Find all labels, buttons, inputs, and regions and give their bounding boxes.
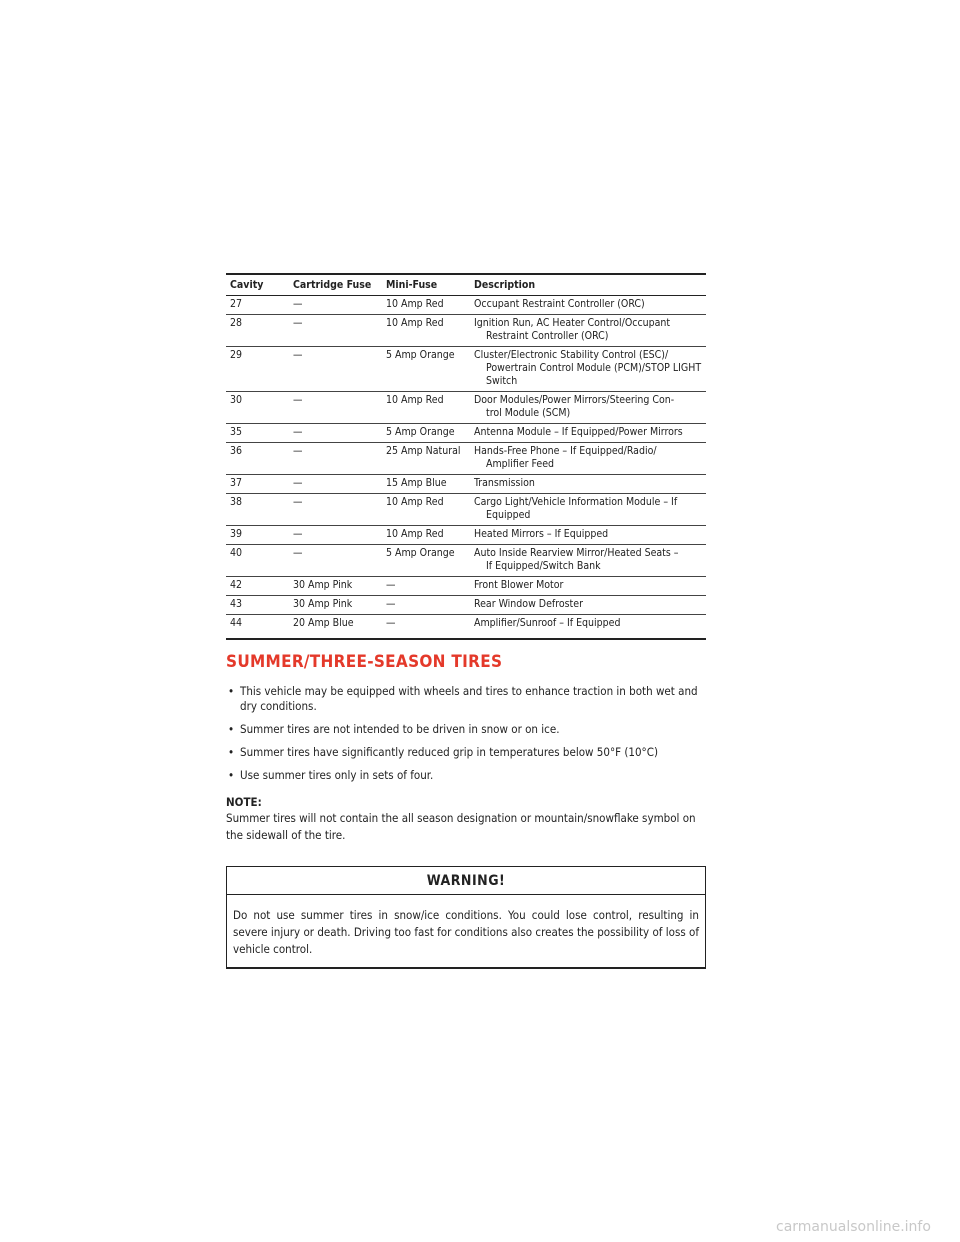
bullet-text: Summer tires have significantly reduced grip in temperatures below 50°F (10°C) (240, 745, 658, 759)
bullet-text: Use summer tires only in sets of four. (240, 768, 434, 782)
table-row (226, 392, 706, 424)
mini-fuse-cell: — (382, 577, 470, 596)
table-row (226, 315, 706, 347)
description-cell (470, 475, 706, 494)
cavity-cell: 29 (226, 347, 289, 392)
cartridge-fuse-cell: — (289, 443, 382, 475)
description-line-2: Powertrain Control Module (PCM)/STOP LIGHT Switch (486, 362, 702, 387)
description-line-2: Amplifier Feed (486, 458, 555, 470)
bullet-icon: • (228, 684, 235, 698)
header-cartridge-fuse: Cartridge Fuse (289, 274, 382, 296)
cartridge-fuse-cell: 30 Amp Pink (289, 577, 382, 596)
cartridge-fuse-cell: — (289, 424, 382, 443)
table-row (226, 347, 706, 392)
description-cell (470, 494, 706, 526)
cavity-cell: 30 (226, 392, 289, 424)
table-row (226, 545, 706, 577)
description-cell (470, 424, 706, 443)
bullet-list (226, 684, 706, 783)
table-row (226, 424, 706, 443)
mini-fuse-cell: 5 Amp Orange (382, 424, 470, 443)
mini-fuse-cell: 10 Amp Red (382, 296, 470, 315)
section-title: SUMMER/THREE-SEASON TIRES (226, 652, 503, 672)
mini-fuse-cell: — (382, 615, 470, 640)
table-row (226, 296, 706, 315)
bullet-text: This vehicle may be equipped with wheels and tires to enhance traction in both wet and dry conditions. (240, 684, 698, 713)
cartridge-fuse-cell: — (289, 494, 382, 526)
description-line-1: Rear Window Defroster (474, 598, 583, 610)
bullet-text: Summer tires are not intended to be driven in snow or on ice. (240, 722, 560, 736)
bullet-icon: • (228, 768, 235, 782)
cavity-cell: 42 (226, 577, 289, 596)
cavity-cell: 27 (226, 296, 289, 315)
cavity-cell: 37 (226, 475, 289, 494)
mini-fuse-cell: 15 Amp Blue (382, 475, 470, 494)
mini-fuse-cell: 10 Amp Red (382, 526, 470, 545)
description-line-1: Antenna Module – If Equipped/Power Mirrors (474, 426, 683, 438)
description-line-1: Hands-Free Phone – If Equipped/Radio/ (474, 445, 657, 457)
mini-fuse-cell: 10 Amp Red (382, 315, 470, 347)
table-row (226, 596, 706, 615)
cavity-cell: 40 (226, 545, 289, 577)
note-text: Summer tires will not contain the all season designation or mountain/snowflake symbol on the sidewall of the tire. (226, 811, 696, 842)
list-item (226, 768, 706, 783)
description-line-1: Cargo Light/Vehicle Information Module – If (474, 496, 678, 508)
description-line-1: Amplifier/Sunroof – If Equipped (474, 617, 621, 629)
cartridge-fuse-cell: — (289, 315, 382, 347)
description-cell (470, 296, 706, 315)
description-line-1: Occupant Restraint Controller (ORC) (474, 298, 645, 310)
description-cell (470, 443, 706, 475)
cavity-cell: 43 (226, 596, 289, 615)
manual-page (226, 273, 706, 969)
description-line-1: Transmission (474, 477, 535, 489)
bullet-icon: • (228, 722, 235, 736)
fuse-table-body (226, 296, 706, 640)
header-description: Description (470, 274, 706, 296)
bullet-icon: • (228, 745, 235, 759)
warning-box (226, 866, 706, 969)
mini-fuse-cell: — (382, 596, 470, 615)
warning-body: Do not use summer tires in snow/ice conditions. You could lose control, resulting in severe injury or death. Driving too fast for conditions also creates the possibility of loss of vehicle control. (233, 908, 699, 956)
cartridge-fuse-cell: 30 Amp Pink (289, 596, 382, 615)
description-line-1: Cluster/Electronic Stability Control (ESC)/ (474, 349, 669, 361)
cavity-cell: 38 (226, 494, 289, 526)
list-item (226, 684, 706, 714)
cavity-cell: 36 (226, 443, 289, 475)
table-row (226, 475, 706, 494)
description-cell (470, 545, 706, 577)
description-line-2: Restraint Controller (ORC) (486, 330, 609, 342)
list-item (226, 722, 706, 737)
description-line-1: Door Modules/Power Mirrors/Steering Con- (474, 394, 675, 406)
description-cell (470, 577, 706, 596)
description-line-2: trol Module (SCM) (486, 407, 571, 419)
description-cell (470, 392, 706, 424)
mini-fuse-cell: 5 Amp Orange (382, 347, 470, 392)
description-line-1: Heated Mirrors – If Equipped (474, 528, 609, 540)
description-cell (470, 526, 706, 545)
cartridge-fuse-cell: — (289, 392, 382, 424)
header-cavity: Cavity (226, 274, 289, 296)
warning-title: WARNING! (227, 867, 705, 895)
cartridge-fuse-cell: 20 Amp Blue (289, 615, 382, 640)
cavity-cell: 44 (226, 615, 289, 640)
cavity-cell: 35 (226, 424, 289, 443)
mini-fuse-cell: 10 Amp Red (382, 494, 470, 526)
description-cell (470, 315, 706, 347)
cavity-cell: 28 (226, 315, 289, 347)
description-cell (470, 615, 706, 640)
cavity-cell: 39 (226, 526, 289, 545)
watermark: carmanualsonline.info (776, 1219, 931, 1235)
mini-fuse-cell: 10 Amp Red (382, 392, 470, 424)
table-row (226, 577, 706, 596)
mini-fuse-cell: 5 Amp Orange (382, 545, 470, 577)
description-line-2: If Equipped/Switch Bank (486, 560, 601, 572)
table-row (226, 443, 706, 475)
description-cell (470, 347, 706, 392)
table-row (226, 494, 706, 526)
table-row (226, 526, 706, 545)
note-label: NOTE: (226, 795, 262, 809)
cartridge-fuse-cell: — (289, 296, 382, 315)
cartridge-fuse-cell: — (289, 475, 382, 494)
description-cell (470, 596, 706, 615)
cartridge-fuse-cell: — (289, 526, 382, 545)
description-line-1: Ignition Run, AC Heater Control/Occupant (474, 317, 671, 329)
cartridge-fuse-cell: — (289, 347, 382, 392)
list-item (226, 745, 706, 760)
header-mini-fuse: Mini-Fuse (382, 274, 470, 296)
description-line-2: Equipped (486, 509, 531, 521)
mini-fuse-cell: 25 Amp Natural (382, 443, 470, 475)
cartridge-fuse-cell: — (289, 545, 382, 577)
description-line-1: Auto Inside Rearview Mirror/Heated Seats – (474, 547, 679, 559)
table-header-row (226, 274, 706, 296)
table-row (226, 615, 706, 640)
fuse-table (226, 273, 706, 640)
description-line-1: Front Blower Motor (474, 579, 564, 591)
